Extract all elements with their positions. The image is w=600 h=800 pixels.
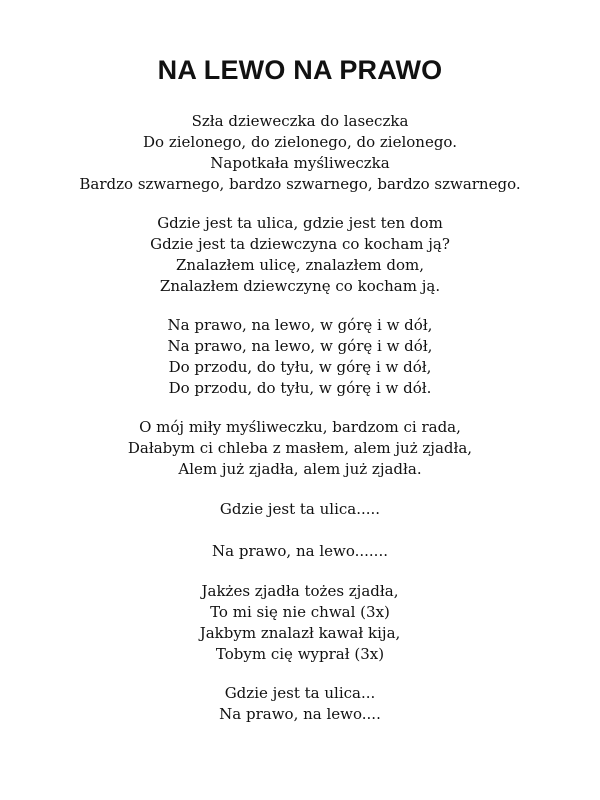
lyric-line: Tobym cię wyprał (3x) xyxy=(215,645,385,663)
lyric-line: Na prawo, na lewo....... xyxy=(212,542,388,560)
stanza-6 xyxy=(0,541,600,562)
stanza-2 xyxy=(0,213,600,297)
stanza-5 xyxy=(0,499,600,520)
lyric-line: Na prawo, na lewo.... xyxy=(219,705,381,723)
lyric-line: Gdzie jest ta ulica, gdzie jest ten dom xyxy=(157,214,443,232)
stanza-8 xyxy=(0,683,600,725)
lyric-line: Jakżes zjadła tożes zjadła, xyxy=(201,582,399,600)
stanza-1 xyxy=(0,111,600,195)
lyric-line: Na prawo, na lewo, w górę i w dół, xyxy=(167,316,433,334)
lyric-line: To mi się nie chwal (3x) xyxy=(210,603,390,621)
stanza-3 xyxy=(0,315,600,399)
lyric-line: Na prawo, na lewo, w górę i w dół, xyxy=(167,337,433,355)
stanza-4 xyxy=(0,417,600,480)
lyric-line: Do przodu, do tyłu, w górę i w dół, xyxy=(168,358,432,376)
lyric-line: Alem już zjadła, alem już zjadła. xyxy=(178,460,422,478)
lyric-line: Znalazłem dziewczynę co kocham ją. xyxy=(159,277,441,295)
lyric-line: Znalazłem ulicę, znalazłem dom, xyxy=(176,256,424,274)
lyric-line: Szła dzieweczka do laseczka xyxy=(191,112,409,130)
lyric-line: O mój miły myśliweczku, bardzom ci rada, xyxy=(139,418,461,436)
lyric-line: Bardzo szwarnego, bardzo szwarnego, bardzo szwarnego. xyxy=(79,175,521,193)
lyric-line: Do przodu, do tyłu, w górę i w dół. xyxy=(168,379,432,397)
lyric-line: Jakbym znalazł kawał kija, xyxy=(199,624,401,642)
lyric-line: Gdzie jest ta dziewczyna co kocham ją? xyxy=(150,235,450,253)
lyric-line: Gdzie jest ta ulica..... xyxy=(219,500,381,518)
stanza-7 xyxy=(0,581,600,665)
lyric-line: Gdzie jest ta ulica... xyxy=(224,684,376,702)
lyric-line: Napotkała myśliweczka xyxy=(210,154,390,172)
lyric-line: Dałabym ci chleba z masłem, alem już zjadła, xyxy=(127,439,473,457)
song-title: NA LEWO NA PRAWO xyxy=(157,55,443,85)
lyric-line: Do zielonego, do zielonego, do zielonego. xyxy=(143,133,457,151)
